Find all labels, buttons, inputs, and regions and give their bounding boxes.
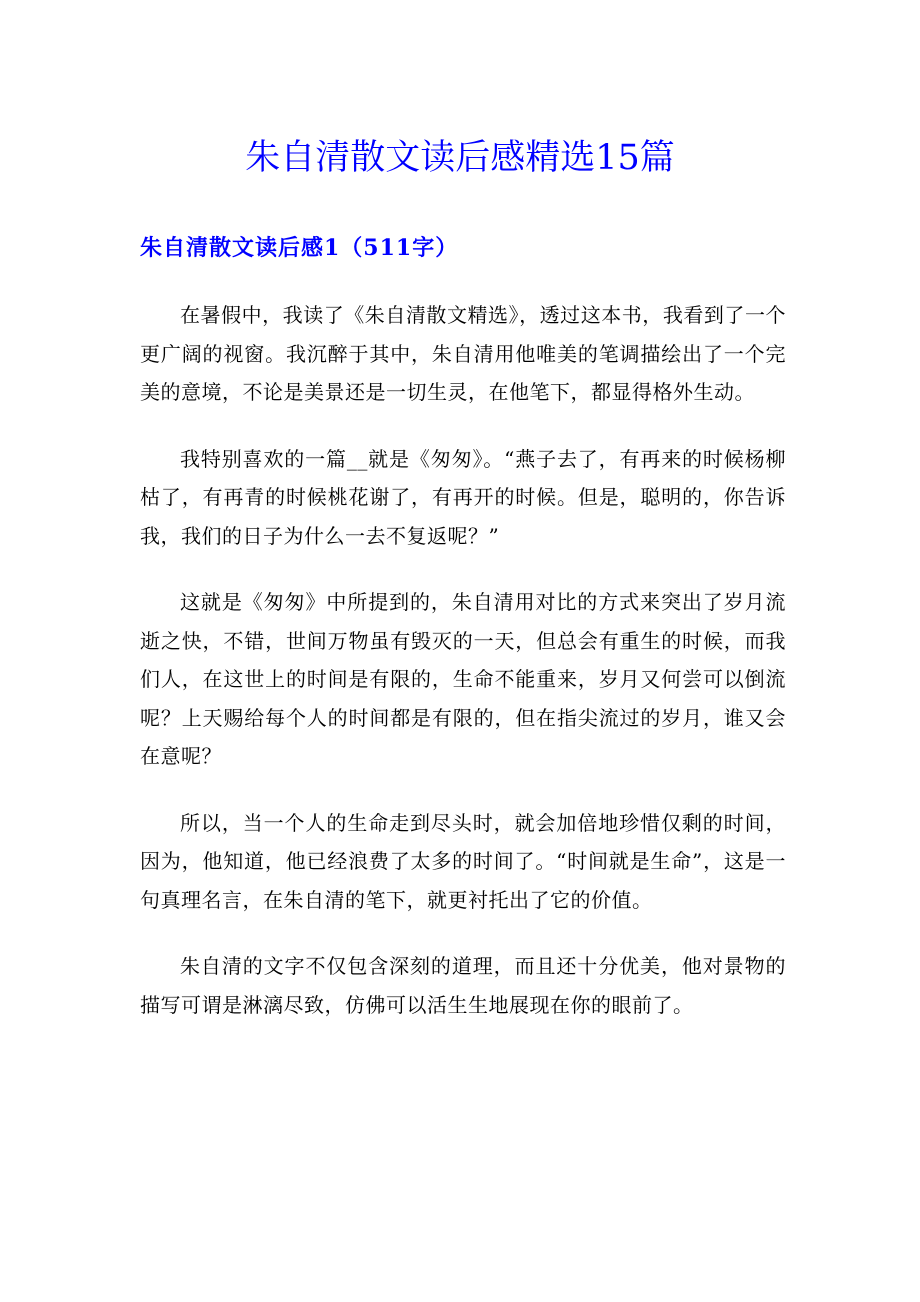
- document-title: 朱自清散文读后感精选15篇: [245, 138, 675, 178]
- paragraph: 我特别喜欢的一篇__就是《匆匆》。“燕子去了，有再来的时候杨柳枯了，有再青的时候桃花谢了，有再开的时候。但是，聪明的，你告诉我，我们的日子为什么一去不复返呢？”: [140, 446, 786, 548]
- section-heading: 朱自清散文读后感1（511字）: [140, 235, 459, 261]
- section-body: [140, 296, 786, 1052]
- paragraph: 这就是《匆匆》中所提到的，朱自清用对比的方式来突出了岁月流逝之快，不错，世间万物虽有毁灭的一天，但总会有重生的时候，而我们人，在这世上的时间是有限的，生命不能重来，岁月又何尝可以倒流呢？上天赐给每个人的时间都是有限的，但在指尖流过的岁月，谁又会在意呢？: [140, 590, 786, 768]
- paragraph: 朱自清的文字不仅包含深刻的道理，而且还十分优美，他对景物的描写可谓是淋漓尽致，仿佛可以活生生地展现在你的眼前了。: [140, 954, 786, 1017]
- paragraph: 在暑假中，我读了《朱自清散文精选》，透过这本书，我看到了一个更广阔的视窗。我沉醉于其中，朱自清用他唯美的笔调描绘出了一个完美的意境，不论是美景还是一切生灵，在他笔下，都显得格外生动。: [140, 303, 786, 404]
- paragraph: 所以，当一个人的生命走到尽头时，就会加倍地珍惜仅剩的时间，因为，他知道，他已经浪费了太多的时间了。“时间就是生命”，这是一句真理名言，在朱自清的笔下，就更衬托出了它的价值。: [140, 810, 786, 912]
